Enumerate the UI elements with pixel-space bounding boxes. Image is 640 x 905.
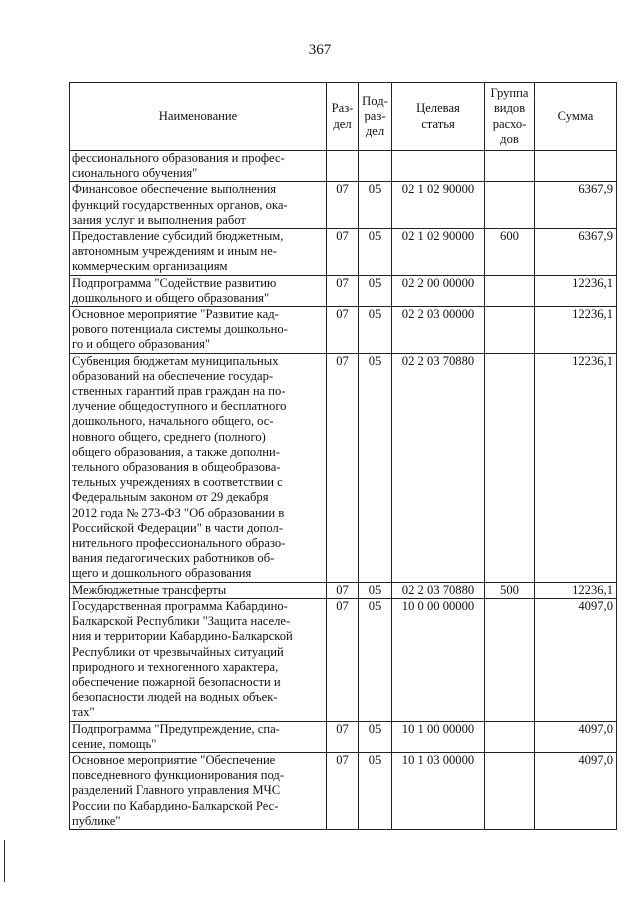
table-row <box>70 752 617 829</box>
table-row <box>70 151 617 182</box>
cell-section: 07 <box>327 721 359 752</box>
cell-expense-group <box>485 598 535 721</box>
cell-expense-group <box>485 353 535 582</box>
table-body <box>70 151 617 830</box>
cell-amount: 4097,0 <box>535 721 617 752</box>
cell-target-article <box>392 151 485 182</box>
cell-subsection <box>359 151 392 182</box>
table-row <box>70 275 617 306</box>
table-row <box>70 582 617 598</box>
cell-target-article: 10 1 00 00000 <box>392 721 485 752</box>
cell-section: 07 <box>327 598 359 721</box>
cell-name: фессионального образования и профес- сионального обучения" <box>70 151 327 182</box>
cell-subsection: 05 <box>359 275 392 306</box>
cell-target-article: 02 2 00 00000 <box>392 275 485 306</box>
cell-name: Подпрограмма "Содействие развитию дошкольного и общего образования" <box>70 275 327 306</box>
header-target-article: Целевая статья <box>392 83 485 151</box>
cell-expense-group <box>485 275 535 306</box>
table-row <box>70 182 617 229</box>
page-number: 367 <box>308 42 332 58</box>
cell-amount: 6367,9 <box>535 229 617 276</box>
cell-target-article: 02 2 03 70880 <box>392 353 485 582</box>
cell-amount <box>535 151 617 182</box>
table-row <box>70 353 617 582</box>
cell-subsection: 05 <box>359 582 392 598</box>
header-expense-group: Группа видов расхо- дов <box>485 83 535 151</box>
scan-edge-mark <box>4 840 5 882</box>
cell-expense-group <box>485 182 535 229</box>
cell-amount: 6367,9 <box>535 182 617 229</box>
cell-section: 07 <box>327 582 359 598</box>
table-row <box>70 229 617 276</box>
cell-name: Межбюджетные трансферты <box>70 582 327 598</box>
budget-table <box>69 82 617 830</box>
cell-expense-group <box>485 307 535 354</box>
cell-target-article: 10 0 00 00000 <box>392 598 485 721</box>
cell-expense-group: 500 <box>485 582 535 598</box>
cell-name: Финансовое обеспечение выполнения функций государственных органов, ока- зания услуг и выполнения работ <box>70 182 327 229</box>
table-row <box>70 307 617 354</box>
cell-subsection: 05 <box>359 307 392 354</box>
cell-target-article: 02 1 02 90000 <box>392 182 485 229</box>
table-header <box>70 83 617 151</box>
cell-target-article: 10 1 03 00000 <box>392 752 485 829</box>
table-row <box>70 721 617 752</box>
cell-subsection: 05 <box>359 752 392 829</box>
cell-section: 07 <box>327 229 359 276</box>
header-section: Раз- дел <box>327 83 359 151</box>
cell-section: 07 <box>327 752 359 829</box>
cell-name: Подпрограмма "Предупреждение, спа- сение, помощь" <box>70 721 327 752</box>
header-subsection: Под- раз- дел <box>359 83 392 151</box>
cell-target-article: 02 1 02 90000 <box>392 229 485 276</box>
cell-expense-group <box>485 151 535 182</box>
cell-target-article: 02 2 03 70880 <box>392 582 485 598</box>
cell-amount: 12236,1 <box>535 582 617 598</box>
cell-name: Основное мероприятие "Обеспечение повседневного функционирования под- разделений Главного управления МЧС России по Кабардино-Балкарской Рес- публике" <box>70 752 327 829</box>
cell-expense-group <box>485 721 535 752</box>
cell-name: Субвенция бюджетам муниципальных образований на обеспечение государ- ственных гарантий прав граждан на по- лучение общедоступного и бесплатного дошкольного, начального общего, ос- новного общего, среднего (полного) общего образования, а также дополни- тельного образования в общеобразова- тельных учреждениях в соответствии с Федеральным законом от 29 декабря 2012 года № 273-ФЗ "Об образовании в Российской Федерации" в части допол- нительного профессионального образо- вания педагогических работников об- щего и дошкольного образования <box>70 353 327 582</box>
cell-name: Предоставление субсидий бюджетным, автономным учреждениям и иным не- коммерческим организациям <box>70 229 327 276</box>
cell-subsection: 05 <box>359 721 392 752</box>
cell-section: 07 <box>327 182 359 229</box>
cell-amount: 12236,1 <box>535 275 617 306</box>
cell-target-article: 02 2 03 00000 <box>392 307 485 354</box>
header-name: Наименование <box>70 83 327 151</box>
cell-subsection: 05 <box>359 182 392 229</box>
cell-section: 07 <box>327 353 359 582</box>
cell-amount: 4097,0 <box>535 598 617 721</box>
cell-section: 07 <box>327 275 359 306</box>
cell-amount: 12236,1 <box>535 353 617 582</box>
cell-name: Государственная программа Кабардино- Балкарской Республики "Защита населе- ния и территории Кабардино-Балкарской Республики от чрезвычайных ситуаций природного и техногенного характера, обеспечение пожарной безопасности и безопасности людей на водных объек- тах" <box>70 598 327 721</box>
cell-amount: 4097,0 <box>535 752 617 829</box>
cell-expense-group <box>485 752 535 829</box>
cell-subsection: 05 <box>359 598 392 721</box>
header-amount: Сумма <box>535 83 617 151</box>
cell-subsection: 05 <box>359 229 392 276</box>
cell-expense-group: 600 <box>485 229 535 276</box>
cell-section <box>327 151 359 182</box>
table-row <box>70 598 617 721</box>
cell-name: Основное мероприятие "Развитие кад- рового потенциала системы дошкольно- го и общего образования" <box>70 307 327 354</box>
cell-amount: 12236,1 <box>535 307 617 354</box>
cell-section: 07 <box>327 307 359 354</box>
cell-subsection: 05 <box>359 353 392 582</box>
